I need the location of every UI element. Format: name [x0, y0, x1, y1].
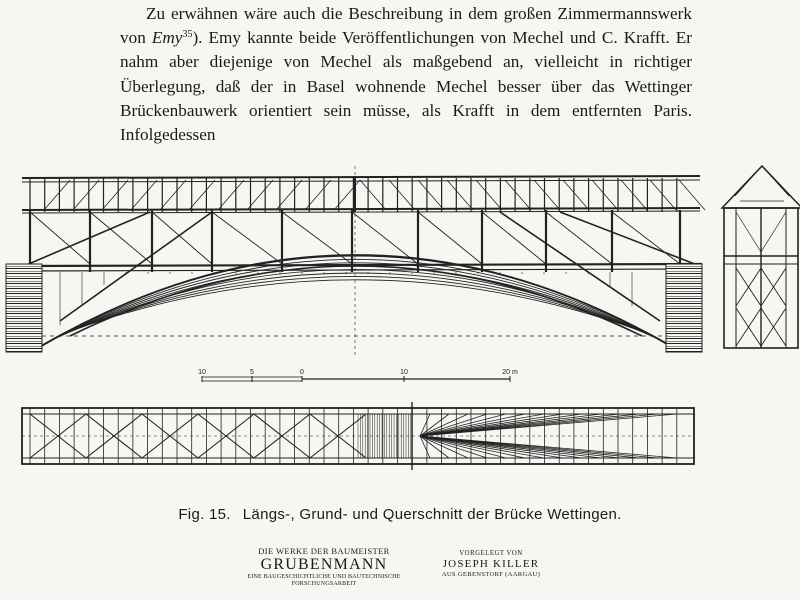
drawing-stroke [44, 180, 70, 210]
text-run: Zu erwähnen wäre auch die Beschreibung in dem großen Zimmermannswerk von [120, 4, 692, 48]
arch-timber [48, 263, 664, 342]
imprint-presented-by: VORGELEGT VON [459, 550, 523, 557]
drawing-stroke [212, 212, 282, 264]
drawing-stroke [389, 180, 415, 210]
drawing-stroke [24, 212, 150, 266]
scale-label: 10 [400, 369, 408, 376]
drawing-stroke [360, 180, 386, 210]
paragraph-text [120, 2, 692, 144]
caption-text: Längs-, Grund- und Querschnitt der Brücke Wettingen. [242, 506, 622, 523]
scale-label: 5 [250, 369, 254, 376]
figure-caption [0, 506, 800, 523]
drawing-stroke [22, 211, 700, 213]
imprint-author [424, 550, 558, 578]
arch-timber [52, 266, 660, 340]
imprint-series: DIE WERKE DER BAUMEISTER [258, 546, 390, 556]
drawing-stroke [152, 212, 212, 264]
drawing-stroke [592, 180, 618, 210]
footnote-ref: 35 [182, 29, 193, 41]
arch-timber [60, 273, 652, 336]
drawing-stroke [447, 180, 473, 210]
drawing-stroke [482, 212, 546, 264]
scale-label: 20 m [502, 369, 518, 376]
drawing-stroke [160, 180, 186, 210]
longitudinal-section [6, 166, 705, 356]
drawing-stroke [420, 414, 677, 436]
drawing-stroke [30, 212, 90, 264]
drawing-stroke [534, 180, 560, 210]
imprint-subtitle-2: FORSCHUNGSARBEIT [291, 580, 357, 587]
roof-gable [722, 166, 800, 208]
scale-label: 0 [300, 369, 304, 376]
drawing-stroke [420, 414, 544, 436]
imprint-author-name: JOSEPH KILLER [442, 558, 540, 570]
text-run: ). Emy kannte beide Veröffentlichungen von Mechel und C. Krafft. Er nahm aber diejenige von Mechel als maßgebend an, vielleicht in richtiger Überlegung, daß der in Basel wohnende Mechel besser über das Wettinger Brückenbauwerk orientiert sein müsse, als Krafft in dem entfernten Paris. Infolgedessen [120, 28, 692, 144]
abutment-left [6, 264, 42, 352]
drawing-stroke [563, 180, 589, 210]
drawing-stroke [650, 180, 676, 210]
drawing-stroke [762, 166, 789, 196]
body-paragraph [120, 2, 692, 144]
abutment-right [666, 264, 702, 352]
drawing-stroke [679, 180, 705, 210]
drawing-stroke [418, 212, 482, 264]
scale-bar [198, 369, 518, 382]
cross-section [722, 166, 800, 348]
drawing-stroke [621, 180, 647, 210]
drawing-stroke [22, 208, 700, 210]
ground-plan [22, 402, 694, 470]
drawing-stroke [505, 180, 531, 210]
drawing-stroke [420, 436, 544, 458]
drawing-stroke [189, 180, 215, 210]
imprint-origin: AUS GEBENSTORF (AARGAU) [441, 571, 541, 578]
drawing-stroke [102, 180, 128, 210]
drawing-stroke [22, 176, 700, 178]
figure-number: Fig. 15. [178, 506, 231, 523]
drawing-stroke [90, 212, 152, 264]
drawing-stroke [476, 180, 502, 210]
drawing-stroke [735, 166, 762, 196]
drawing-stroke [736, 212, 761, 252]
drawing-stroke [420, 436, 677, 458]
arch-timber [44, 259, 668, 344]
imprint-name: GRUBENMANN [260, 556, 388, 573]
imprint-title [238, 546, 410, 587]
imprint-subtitle: EINE BAUGESCHICHTLICHE UND BAUTECHNISCHE [247, 574, 401, 580]
bridge-figure [0, 146, 800, 506]
drawing-stroke [218, 180, 244, 210]
drawing-stroke [612, 212, 680, 264]
drawing-stroke [418, 180, 444, 210]
drawing-stroke [761, 212, 786, 252]
drawing-stroke [131, 180, 157, 210]
scale-label: 10 [198, 369, 206, 376]
drawing-stroke [73, 180, 99, 210]
italic-name: Emy [151, 28, 183, 48]
arch-timber [68, 280, 644, 332]
drawing-stroke [334, 180, 360, 210]
arch-timber [64, 276, 648, 334]
